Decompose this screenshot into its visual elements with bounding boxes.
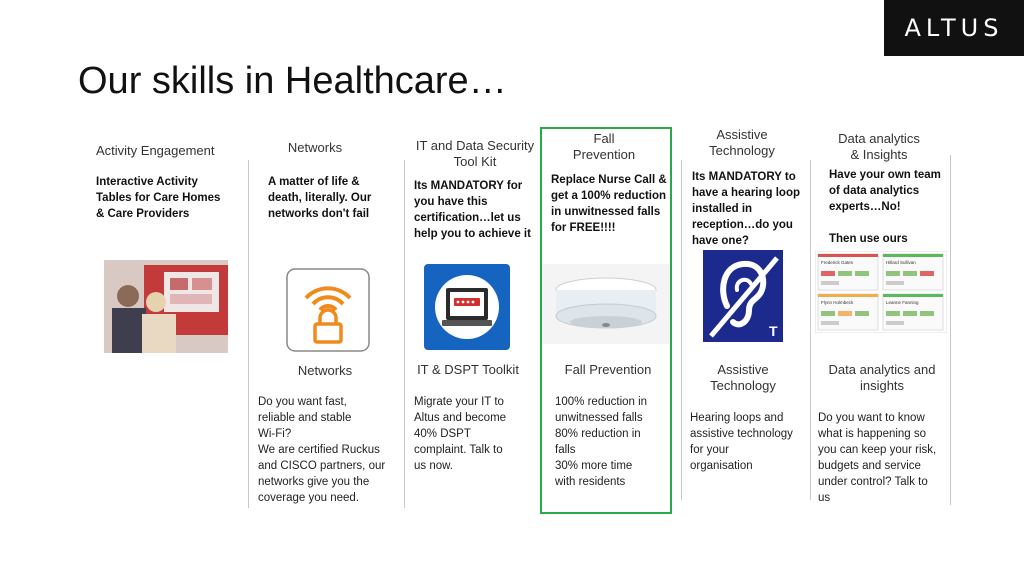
tile-name: Hillard Sullivan xyxy=(886,260,916,265)
tile-name: Frederick Gates xyxy=(821,260,854,265)
column-divider xyxy=(681,160,682,500)
bold-activity-engagement: Interactive Activity Tables for Care Homes & Care Providers xyxy=(96,176,221,220)
altus-logo: ALTUS xyxy=(884,0,1024,56)
bold-it-data-security: Its MANDATORY for you have this certification…let us help you to achieve it xyxy=(414,180,531,240)
page-title: Our skills in Healthcare… xyxy=(78,60,507,102)
tile-name: Flynn Holmbeck xyxy=(821,300,854,305)
heading-fall-prevention: Fall Prevention xyxy=(572,131,636,162)
heading-assistive-technology: Assistive Technology xyxy=(709,127,775,158)
label-fall-prevention: Fall Prevention xyxy=(564,362,652,377)
ceiling-sensor-photo xyxy=(543,264,669,344)
bold-data-analytics: Have your own team of data analytics experts…No! Then use ours xyxy=(829,169,941,245)
dspt-toolkit-icon xyxy=(424,264,510,350)
column-divider xyxy=(950,155,951,505)
wifi-lock-icon xyxy=(286,268,370,352)
bold-networks: A matter of life & death, literally. Our networks don't fail xyxy=(268,176,372,220)
heading-networks: Networks xyxy=(287,140,343,155)
column-divider xyxy=(248,160,249,508)
bold-assistive-technology: Its MANDATORY to have a hearing loop installed in reception…do you have one? xyxy=(692,171,800,247)
tile-name: Leanne Fanning xyxy=(886,300,919,305)
bold-fall-prevention: Replace Nurse Call & get a 100% reduction in unwitnessed falls for FREE!!!! xyxy=(551,174,667,234)
body-networks: Do you want fast, reliable and stable Wi-Fi? We are certified Ruckus and CISCO partners, our networks give you the coverage you need. xyxy=(258,396,386,504)
body-it-dspt: Migrate your IT to Altus and become 40% DSPT complaint. Talk to us now. xyxy=(414,396,507,472)
loop-t-letter: T xyxy=(769,323,778,339)
label-it-dspt-toolkit: IT & DSPT Toolkit xyxy=(417,362,519,377)
label-data-analytics: Data analytics and insights xyxy=(828,362,936,393)
heading-it-data-security: IT and Data Security Tool Kit xyxy=(415,138,535,169)
label-assistive-technology: Assistive Technology xyxy=(710,362,776,393)
body-fall-prevention: 100% reduction in unwitnessed falls 80% reduction in falls 30% more time with residents xyxy=(555,396,648,488)
column-divider xyxy=(404,160,405,508)
hearing-loop-ear-icon xyxy=(703,250,783,342)
body-assistive-technology: Hearing loops and assistive technology for your organisation xyxy=(690,412,793,472)
body-data-analytics: Do you want to know what is happening so you can keep your risk, budgets and service under control? Talk to us xyxy=(818,412,937,504)
heading-data-analytics: Data analytics & Insights xyxy=(838,131,920,162)
heading-activity-engagement: Activity Engagement xyxy=(96,143,215,158)
analytics-dashboard-screenshot xyxy=(815,251,947,333)
label-networks: Networks xyxy=(297,363,353,378)
activity-table-photo xyxy=(104,260,228,353)
